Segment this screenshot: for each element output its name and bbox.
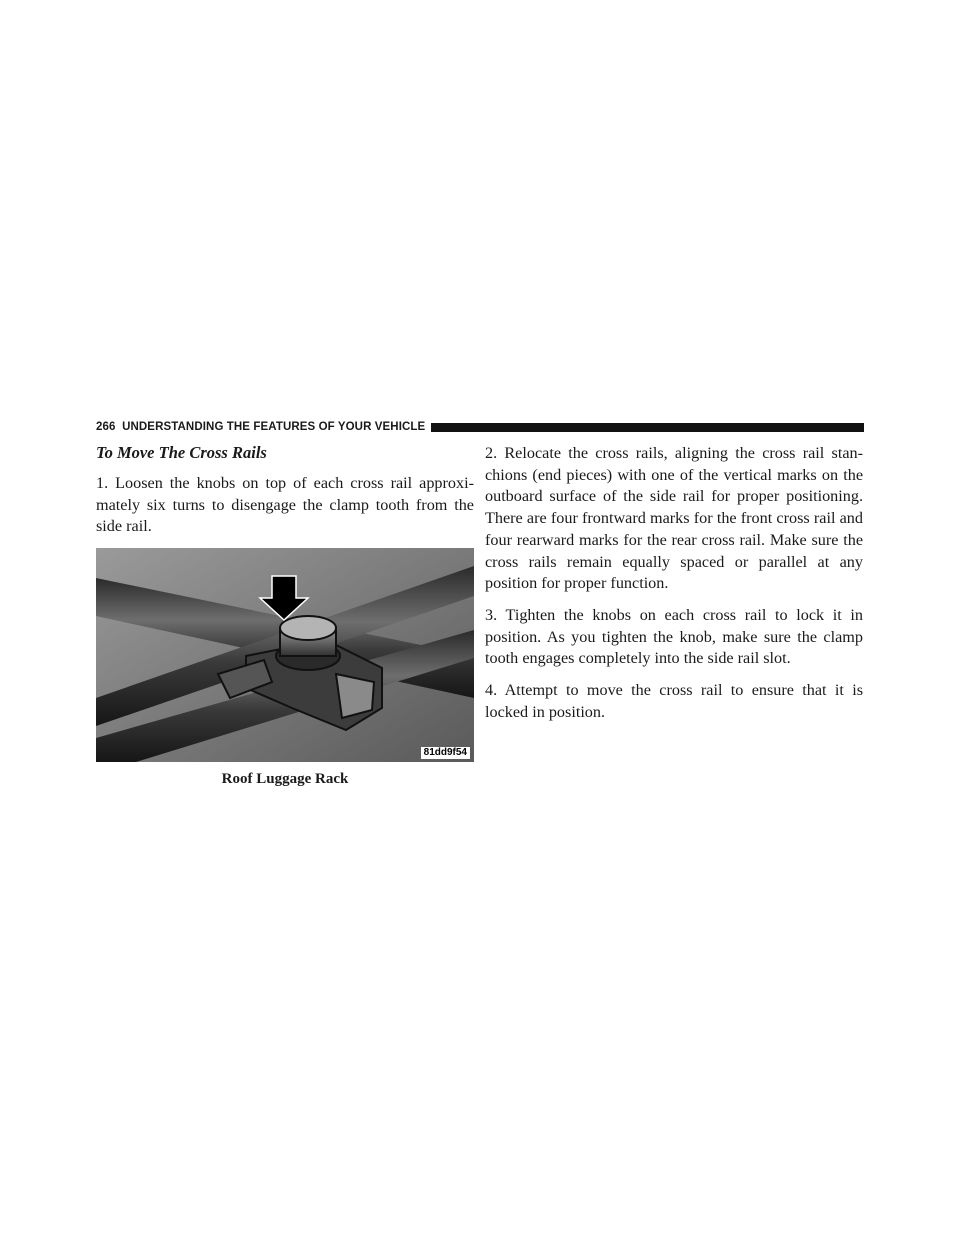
roof-rack-figure bbox=[96, 548, 474, 762]
figure-code: 81dd9f54 bbox=[421, 747, 470, 759]
knob-top bbox=[280, 616, 336, 640]
procedure-title: To Move The Cross Rails bbox=[96, 443, 267, 462]
step-4: 4. Attempt to move the cross rail to ensure that it is locked in position. bbox=[485, 681, 863, 721]
page-header bbox=[96, 419, 864, 435]
section-title: UNDERSTANDING THE FEATURES OF YOUR VEHICLE bbox=[122, 421, 426, 433]
header-text bbox=[96, 421, 431, 433]
step-3: 3. Tighten the knobs on each cross rail to lock it in position. As you tighten the knob, make sure the clamp tooth engages completely into the side rail slot. bbox=[485, 605, 863, 668]
clamp-face bbox=[336, 674, 374, 718]
figure-caption: Roof Luggage Rack bbox=[221, 771, 349, 788]
roof-rack-illustration bbox=[96, 548, 474, 762]
step-1: 1. Loosen the knobs on top of each cross rail approxi-mately six turns to disengage the clamp tooth from the side rail. bbox=[96, 474, 474, 536]
header-rule bbox=[431, 423, 864, 432]
step-2: 2. Relocate the cross rails, aligning the cross rail stan-chions (end pieces) with one of the vertical marks on the outboard surface of the side rail for proper positioning. There are four frontward marks for the front cross rail and four rearward marks for the rear cross rail. Make sure the cross rails remain equally spaced or parallel at any position for proper function. bbox=[485, 444, 863, 593]
left-column bbox=[96, 443, 474, 788]
right-column bbox=[485, 443, 863, 733]
page-number: 266 bbox=[96, 421, 116, 433]
